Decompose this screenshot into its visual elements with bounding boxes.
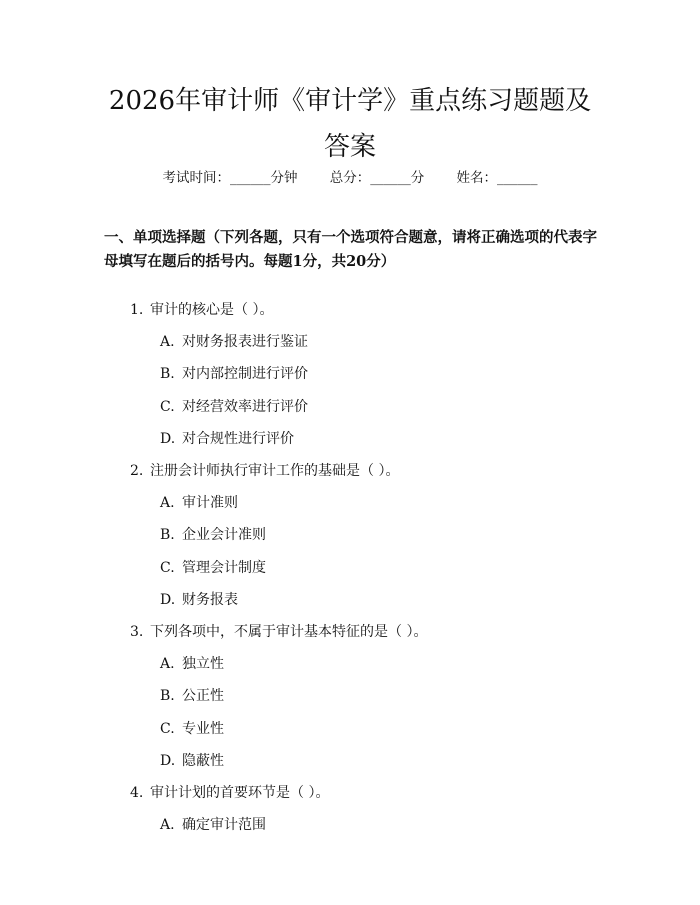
- option-item: [160, 493, 238, 513]
- option-item: [160, 397, 308, 417]
- option-item: [160, 558, 266, 578]
- option-letter: C.: [160, 720, 175, 737]
- question-number: 2.: [130, 463, 144, 479]
- option-text: 隐蔽性: [182, 752, 224, 769]
- question-item: [130, 783, 329, 803]
- option-item: [160, 751, 224, 771]
- question-item: [130, 300, 273, 320]
- question-number: 4.: [130, 785, 144, 801]
- name-field: 姓名：______: [456, 170, 538, 186]
- option-item: [160, 654, 224, 674]
- option-letter: A.: [160, 817, 175, 834]
- option-text: 审计准则: [182, 495, 238, 512]
- document-title: 2026年审计师《审计学》重点练习题题及答案: [108, 86, 592, 162]
- option-text: 对合规性进行评价: [182, 430, 294, 447]
- option-text: 专业性: [182, 720, 224, 737]
- option-item: [160, 429, 294, 449]
- option-letter: B.: [160, 688, 175, 705]
- option-letter: C.: [160, 398, 175, 415]
- question-item: [130, 622, 427, 642]
- option-letter: D.: [160, 752, 176, 769]
- exam-time-field: 考试时间：______分钟: [162, 170, 298, 186]
- question-item: [130, 461, 399, 481]
- option-letter: C.: [160, 559, 175, 576]
- question-text: 注册会计师执行审计工作的基础是（ ）。: [150, 463, 400, 479]
- option-item: [160, 686, 224, 706]
- option-item: [160, 332, 308, 352]
- option-letter: D.: [160, 591, 176, 608]
- option-text: 对财务报表进行鉴证: [182, 334, 308, 351]
- option-text: 确定审计范围: [182, 817, 266, 834]
- option-text: 企业会计准则: [182, 527, 266, 544]
- question-text: 审计的核心是（ ）。: [150, 302, 274, 318]
- option-letter: B.: [160, 527, 175, 544]
- question-text: 审计计划的首要环节是（ ）。: [150, 785, 330, 801]
- option-item: [160, 364, 308, 384]
- option-letter: A.: [160, 334, 175, 351]
- question-number: 1.: [130, 302, 144, 318]
- question-text: 下列各项中，不属于审计基本特征的是（ ）。: [150, 624, 428, 640]
- question-number: 3.: [130, 624, 144, 640]
- option-text: 对经营效率进行评价: [182, 398, 308, 415]
- option-text: 财务报表: [182, 591, 238, 608]
- option-item: [160, 815, 266, 835]
- option-text: 公正性: [182, 688, 224, 705]
- option-letter: D.: [160, 430, 176, 447]
- option-item: [160, 525, 266, 545]
- option-letter: A.: [160, 656, 175, 673]
- option-text: 管理会计制度: [182, 559, 266, 576]
- option-letter: A.: [160, 495, 175, 512]
- option-text: 对内部控制进行评价: [182, 366, 308, 383]
- total-score-field: 总分：______分: [329, 170, 425, 186]
- option-text: 独立性: [182, 656, 224, 673]
- option-letter: B.: [160, 366, 175, 383]
- option-item: [160, 719, 224, 739]
- exam-meta: [0, 168, 700, 188]
- option-item: [160, 590, 238, 610]
- section-heading: 一、单项选择题（下列各题，只有一个选项符合题意，请将正确选项的代表字母填写在题后的括号内。每题1分，共20分）: [104, 229, 597, 270]
